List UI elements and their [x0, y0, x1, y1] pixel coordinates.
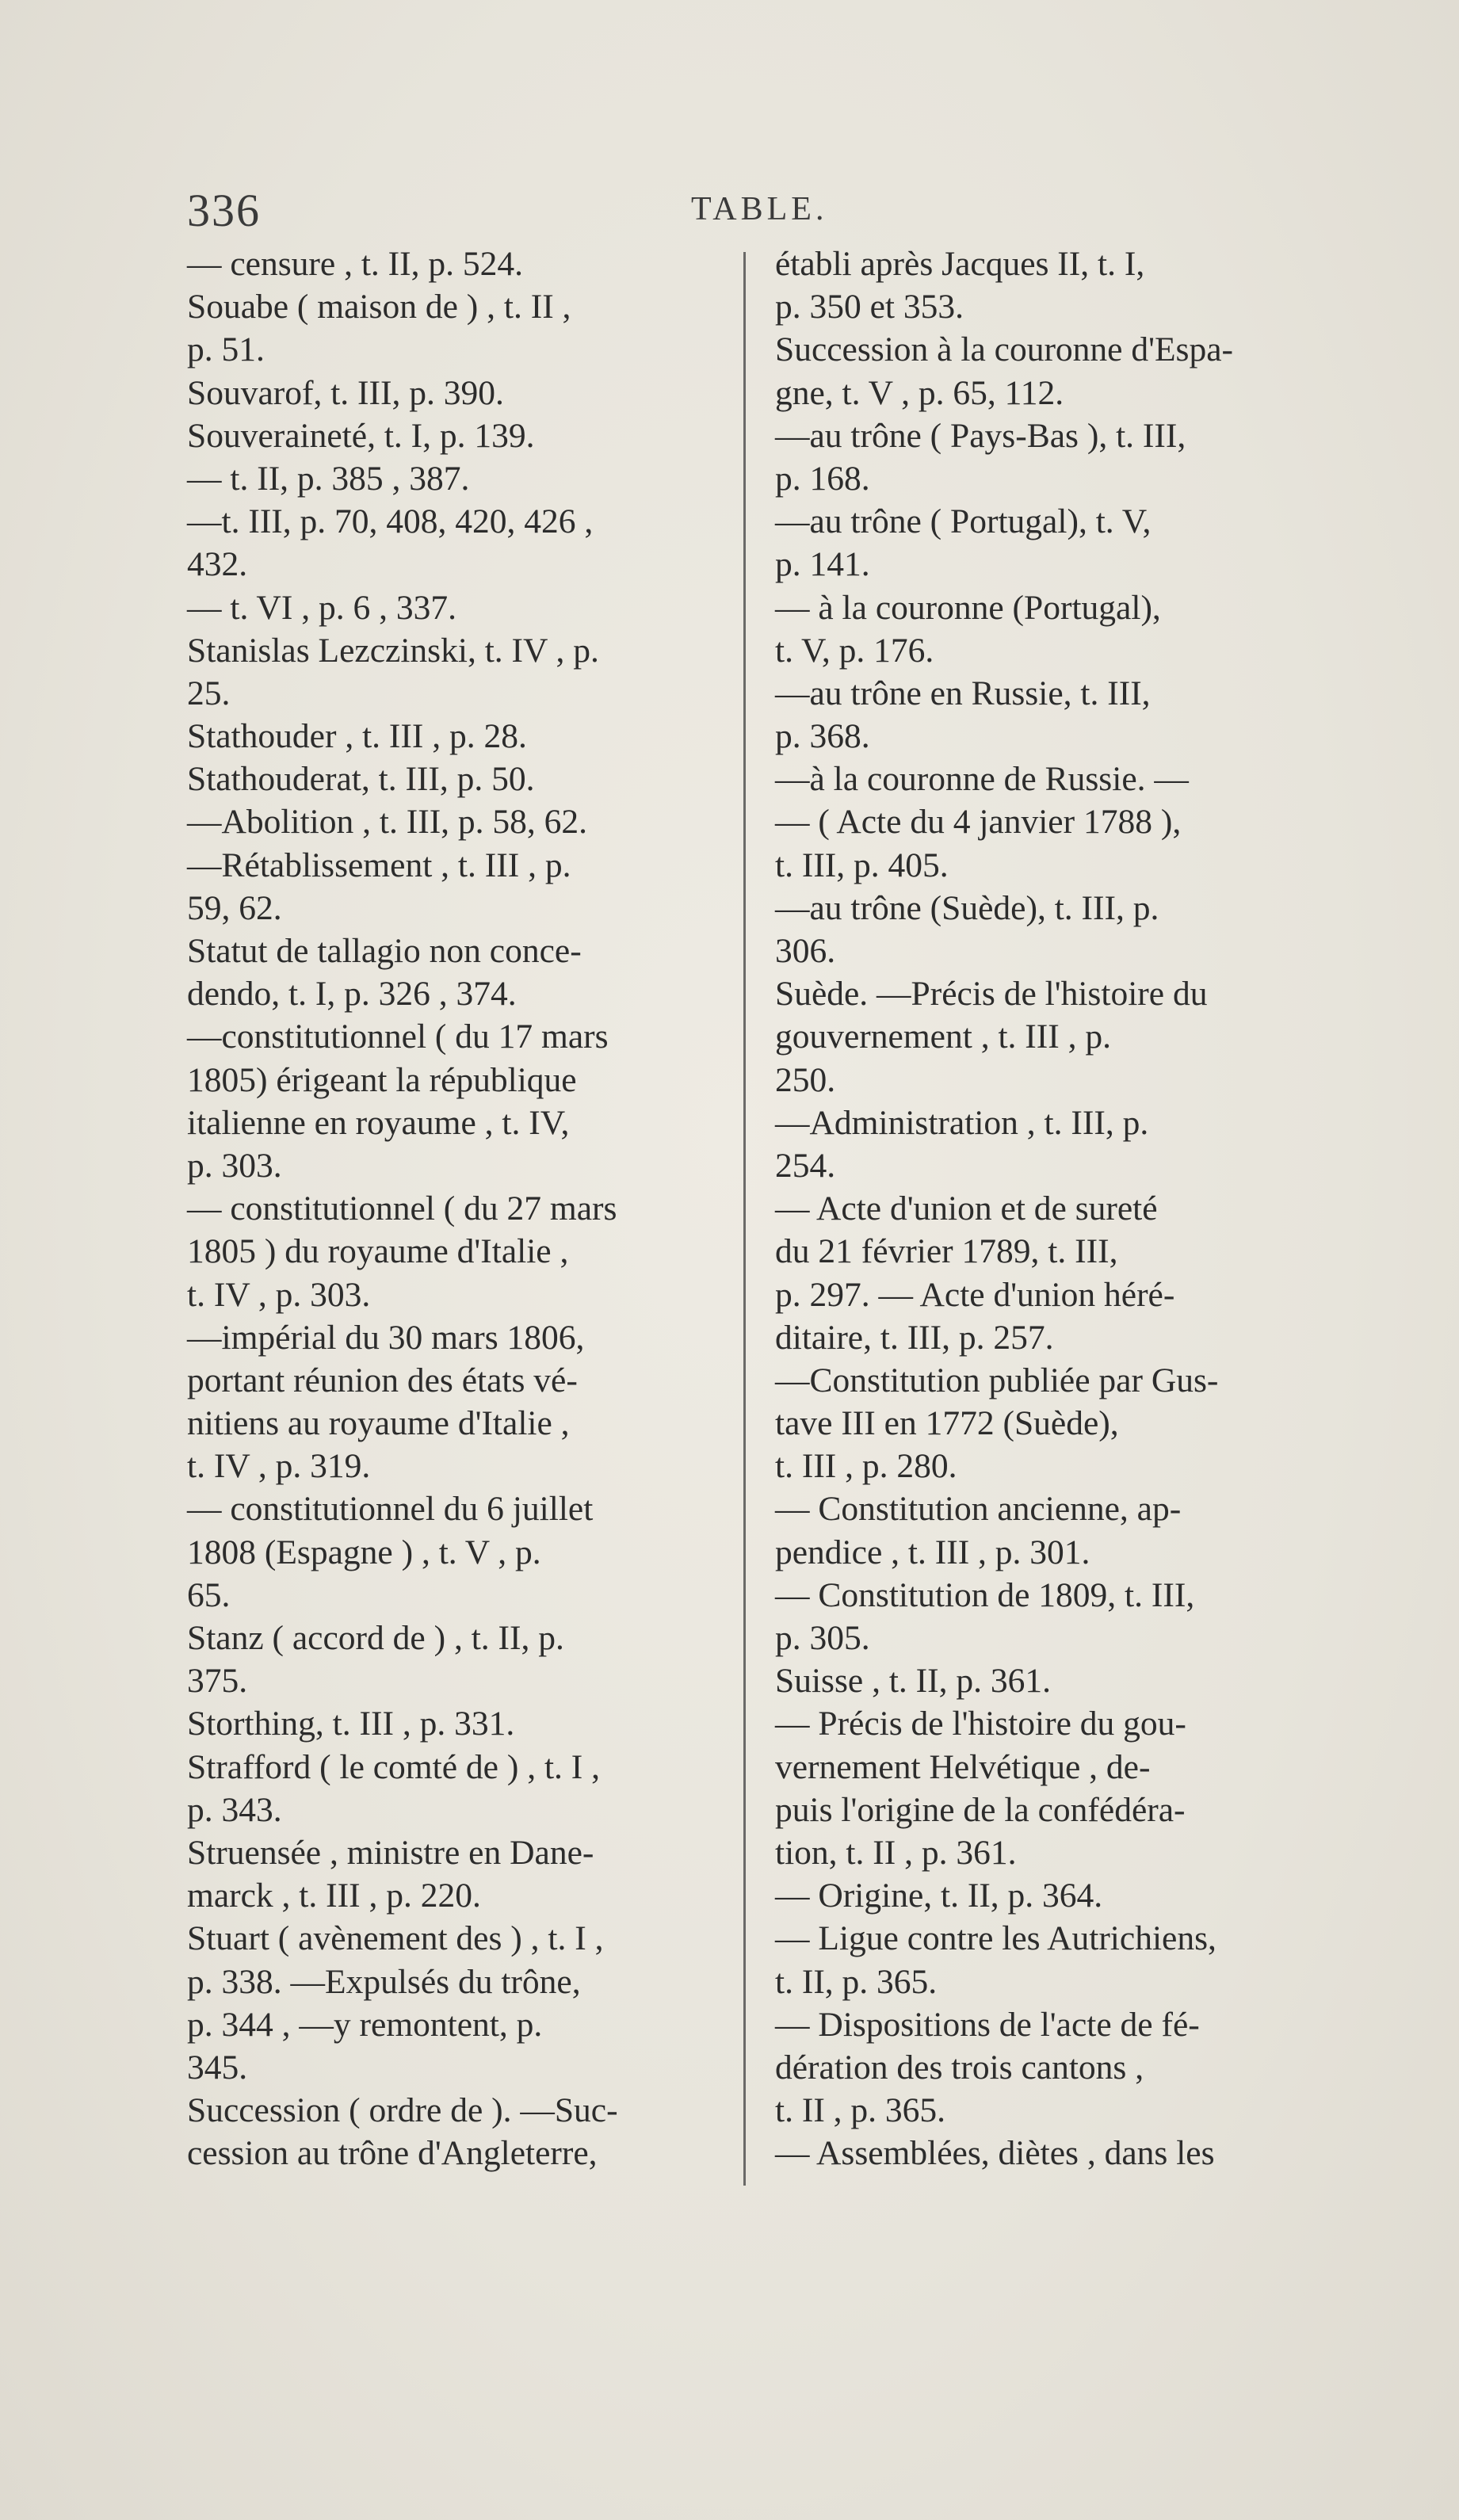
- index-line: —au trône (Suède), t. III, p.: [775, 888, 1159, 927]
- index-line: t. III, p. 405.: [775, 846, 949, 884]
- index-line: pendice , t. III , p. 301.: [775, 1533, 1090, 1571]
- index-line: marck , t. III , p. 220.: [187, 1877, 481, 1915]
- index-line: gne, t. V , p. 65, 112.: [775, 373, 1064, 412]
- index-line: t. V, p. 176.: [775, 631, 934, 670]
- index-line: —t. III, p. 70, 408, 420, 426 ,: [187, 502, 594, 541]
- index-line: — Dispositions de l'acte de fé-: [775, 2005, 1200, 2044]
- index-line: Souveraineté, t. I, p. 139.: [187, 416, 535, 455]
- index-line: t. II , p. 365.: [775, 2091, 946, 2130]
- index-line: Stanz ( accord de ) , t. II, p.: [187, 1619, 564, 1657]
- index-line: cession au trône d'Angleterre,: [187, 2134, 598, 2173]
- index-line: 65.: [187, 1575, 231, 1614]
- index-line: dération des trois cantons ,: [775, 2048, 1144, 2087]
- index-line: puis l'origine de la confédéra-: [775, 1790, 1186, 1829]
- index-line: — constitutionnel du 6 juillet: [187, 1490, 594, 1529]
- index-line: —Administration , t. III, p.: [775, 1103, 1149, 1142]
- index-line: Stathouder , t. III , p. 28.: [187, 717, 527, 756]
- index-line: — Acte d'union et de sureté: [775, 1189, 1158, 1228]
- index-line: — Constitution de 1809, t. III,: [775, 1575, 1195, 1614]
- index-line: — constitutionnel ( du 27 mars: [187, 1189, 617, 1228]
- index-line: t. III , p. 280.: [775, 1447, 957, 1486]
- index-line: 375.: [187, 1662, 248, 1701]
- index-line: ditaire, t. III, p. 257.: [775, 1318, 1054, 1357]
- index-line: Strafford ( le comté de ) , t. I ,: [187, 1747, 601, 1786]
- index-line: 345.: [187, 2048, 248, 2087]
- index-line: p. 350 et 353.: [775, 288, 964, 326]
- index-line: p. 168.: [775, 459, 870, 498]
- index-line: p. 344 , —y remontent, p.: [187, 2005, 543, 2044]
- index-line: tave III en 1772 (Suède),: [775, 1404, 1119, 1443]
- index-line: p. 297. — Acte d'union héré-: [775, 1275, 1175, 1314]
- index-line: Stanislas Lezczinski, t. IV , p.: [187, 631, 599, 670]
- index-line: portant réunion des états vé-: [187, 1361, 578, 1399]
- index-line: 1805) érigeant la république: [187, 1060, 577, 1099]
- index-line: Souvarof, t. III, p. 390.: [187, 373, 504, 412]
- page-header: [184, 184, 1309, 239]
- index-line: Suisse , t. II, p. 361.: [775, 1662, 1051, 1701]
- index-line: t. IV , p. 319.: [187, 1447, 371, 1486]
- index-line: p. 368.: [775, 717, 870, 756]
- running-title: TABLE.: [691, 191, 828, 227]
- index-line: Statut de tallagio non conce-: [187, 932, 582, 970]
- index-line: —au trône ( Pays-Bas ), t. III,: [775, 416, 1186, 455]
- index-line: Storthing, t. III , p. 331.: [187, 1705, 515, 1743]
- index-line: gouvernement , t. III , p.: [775, 1018, 1111, 1056]
- index-line: tion, t. II , p. 361.: [775, 1833, 1017, 1872]
- index-line: —Abolition , t. III, p. 58, 62.: [187, 803, 588, 842]
- index-line: — Origine, t. II, p. 364.: [775, 1877, 1103, 1915]
- index-line: — t. VI , p. 6 , 337.: [187, 588, 456, 627]
- index-line: p. 51.: [187, 330, 265, 369]
- index-line: —Constitution publiée par Gus-: [775, 1361, 1219, 1399]
- index-line: établi après Jacques II, t. I,: [775, 245, 1145, 283]
- index-line: t. IV , p. 303.: [187, 1275, 371, 1314]
- index-line: t. II, p. 365.: [775, 1962, 938, 2001]
- index-line: — Ligue contre les Autrichiens,: [775, 1919, 1216, 1958]
- index-line: — censure , t. II, p. 524.: [187, 245, 524, 283]
- index-line: italienne en royaume , t. IV,: [187, 1103, 570, 1142]
- index-line: —constitutionnel ( du 17 mars: [187, 1018, 609, 1056]
- index-line: 432.: [187, 545, 248, 584]
- left-index-column: [187, 242, 723, 2174]
- index-line: — Constitution ancienne, ap-: [775, 1490, 1182, 1529]
- index-line: —à la couronne de Russie. —: [775, 760, 1189, 799]
- index-line: Stuart ( avènement des ) , t. I ,: [187, 1919, 604, 1958]
- index-line: 1808 (Espagne ) , t. V , p.: [187, 1533, 541, 1571]
- index-line: 1805 ) du royaume d'Italie ,: [187, 1232, 569, 1271]
- index-line: — t. II, p. 385 , 387.: [187, 459, 470, 498]
- index-line: —impérial du 30 mars 1806,: [187, 1318, 585, 1357]
- index-line: dendo, t. I, p. 326 , 374.: [187, 975, 517, 1014]
- index-line: Stathouderat, t. III, p. 50.: [187, 760, 535, 799]
- page-number: 336: [187, 185, 261, 236]
- index-line: p. 343.: [187, 1790, 282, 1829]
- index-line: vernement Helvétique , de-: [775, 1747, 1151, 1786]
- index-line: Struensée , ministre en Dane-: [187, 1833, 594, 1872]
- index-line: 59, 62.: [187, 888, 282, 927]
- index-line: 25.: [187, 674, 231, 712]
- index-line: du 21 février 1789, t. III,: [775, 1232, 1118, 1271]
- index-line: 254.: [775, 1146, 836, 1185]
- index-line: —au trône en Russie, t. III,: [775, 674, 1151, 712]
- index-line: 250.: [775, 1060, 836, 1099]
- index-line: — à la couronne (Portugal),: [775, 588, 1161, 627]
- index-line: 306.: [775, 932, 836, 970]
- index-line: nitiens au royaume d'Italie ,: [187, 1404, 570, 1443]
- right-index-column: [775, 242, 1317, 2174]
- index-line: Souabe ( maison de ) , t. II ,: [187, 288, 571, 326]
- index-line: Suède. —Précis de l'histoire du: [775, 975, 1208, 1014]
- index-line: Succession ( ordre de ). —Suc-: [187, 2091, 618, 2130]
- index-line: — ( Acte du 4 janvier 1788 ),: [775, 803, 1182, 842]
- index-line: — Précis de l'histoire du gou-: [775, 1705, 1186, 1743]
- index-line: p. 141.: [775, 545, 870, 584]
- index-line: p. 338. —Expulsés du trône,: [187, 1962, 581, 2001]
- index-line: p. 305.: [775, 1619, 870, 1657]
- index-line: —au trône ( Portugal), t. V,: [775, 502, 1152, 541]
- column-divider: [743, 252, 746, 2186]
- index-line: —Rétablissement , t. III , p.: [187, 846, 571, 884]
- index-line: Succession à la couronne d'Espa-: [775, 330, 1233, 369]
- index-line: — Assemblées, diètes , dans les: [775, 2134, 1215, 2173]
- index-line: p. 303.: [187, 1146, 282, 1185]
